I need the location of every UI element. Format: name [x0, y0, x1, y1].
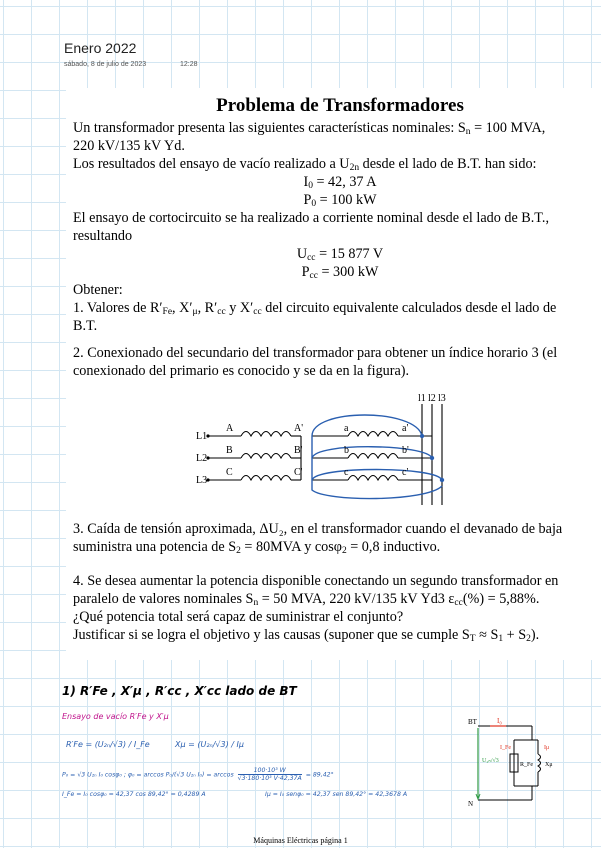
intro-line-2: 220 kV/135 kV Yd.: [73, 138, 185, 154]
handwritten-equivalent-circuit: [462, 716, 570, 808]
label-C-prime: C': [294, 467, 303, 478]
cc-statement-line-1: El ensayo de cortocircuito se ha realizado a corriente nominal desde el lado de B.T.,: [73, 210, 550, 226]
notebook-page-title: Enero 2022: [64, 40, 137, 56]
question-4-line-1: 4. Se desea aumentar la potencia disponible conectando un segundo transformador en: [73, 573, 559, 589]
page-date: sábado, 8 de julio de 2023: [64, 61, 147, 68]
question-4-line-3: ¿Qué potencia total será capaz de suministrar el conjunto?: [73, 609, 404, 625]
question-4-line-4: Justificar si se logra el objetivo y las causas (suponer que se cumple $S_T \approx S_1 + S_2$).: [73, 627, 540, 644]
terminal-lo1: l1: [418, 393, 426, 404]
i0-value: $I_0 = 42$, 37 A: [303, 174, 377, 191]
question-2-line-1: 2. Conexionado del secundario del transformador para obtener un índice horario 3 (el: [73, 345, 558, 361]
vacio-statement: Los resultados del ensayo de vacío realizado a $U_{2n}$ desde el lado de B.T. han sido:: [73, 156, 537, 173]
p0-value: $P_0 = 100$ kW: [303, 192, 377, 209]
intro-line-1: Un transformador presenta las siguientes características nominales: $S_n = 100$ MVA,: [73, 120, 546, 137]
label-a: a: [344, 423, 349, 434]
circuit-xmu-label: Xμ: [545, 762, 553, 768]
problem-title: Problema de Transformadores: [216, 95, 464, 116]
question-1-line-1: 1. Valores de $R'_{Fe}$, $X'_\mu$, $R'_{cc}$ y $X'_{cc}$ del circuito equivalente calculados desde el lado de: [73, 300, 557, 317]
page-footer: Máquinas Eléctricas página 1: [253, 836, 348, 845]
label-C: C: [226, 467, 233, 478]
label-B: B: [226, 445, 233, 456]
question-2-line-2: conexionado del primario es conocido y se da en la figura).: [73, 363, 410, 379]
handwritten-ife-equation: I_Fe = I₀ cosφ₀ = 42,37 cos 89,42° = 0,4289 A: [62, 791, 206, 798]
label-c-prime: c': [402, 467, 409, 478]
transformer-connection-diagram: [176, 390, 496, 515]
handwritten-rfe-formula: R′Fe = (U₂ₙ/√3) / I_Fe: [66, 740, 150, 749]
circuit-i0-label: I₀: [497, 717, 502, 725]
question-3-line-2: suministra una potencia de $S_2 = 80MVA$ y cosφ$_2$ = 0,8 inductivo.: [73, 539, 441, 556]
terminal-l2: L2: [196, 453, 208, 464]
printed-problem-sheet: [66, 88, 601, 660]
handwritten-heading: 1) R′Fe , X′μ , R′cc , X′cc lado de BT: [62, 684, 297, 698]
label-c: c: [344, 467, 349, 478]
obtener-label: Obtener:: [73, 282, 123, 298]
handwritten-xmu-formula: Xμ = (U₂ₙ/√3) / Iμ: [175, 740, 244, 749]
ucc-value: $U_{cc} = 15$ 877 V: [296, 246, 384, 263]
question-4-line-2: paralelo de valores nominales $S_n = 50$ MVA, 220 kV/135 kV Yd3 $\varepsilon_{cc}(\%) = 5,88\%$.: [73, 591, 540, 608]
label-b: b: [344, 445, 349, 456]
handwritten-subheading: Ensayo de vacío R′Fe y X′μ: [62, 712, 169, 721]
label-A: A: [226, 423, 234, 434]
terminal-lo3: l3: [438, 393, 446, 404]
question-3-line-1: 3. Caída de tensión aproximada, ΔU₂, en el transformador cuando el devanado de baja: [73, 521, 563, 537]
question-1-line-2: B.T.: [73, 318, 98, 334]
circuit-bt-label: BT: [468, 718, 477, 726]
terminal-l1: L1: [196, 431, 208, 442]
handwritten-phi0-equation: P₀ = √3 U₂ₙ I₀ cosφ₀ ; φ₀ = arccos P₀/(√3 U₂ₙ I₀) = arccos $\frac{\text{100·10³ W}}{\text{√3·180·10³ V·42,37A}}$ = 89,42°: [62, 767, 334, 782]
circuit-voltage-label: U₂ₙ/√3: [482, 758, 499, 764]
circuit-n-label: N: [468, 800, 474, 808]
circuit-imu-label: Iμ: [544, 745, 550, 751]
circuit-ife-label: I_Fe: [500, 745, 511, 751]
pcc-value: $P_{cc} = 300$ kW: [301, 264, 379, 281]
terminal-lo2: l2: [428, 393, 436, 404]
label-B-prime: B': [294, 445, 303, 456]
terminal-l3: L3: [196, 475, 208, 486]
circuit-rfe-label: R_Fe: [520, 762, 534, 768]
label-b-prime: b': [402, 445, 409, 456]
handwritten-imu-equation: Iμ = I₀ senφ₀ = 42,37 sen 89,42° = 42,3678 A: [265, 791, 408, 798]
label-A-prime: A': [294, 423, 304, 434]
cc-statement-line-2: resultando: [73, 228, 133, 244]
page-time: 12:28: [180, 61, 198, 68]
label-a-prime: a': [402, 423, 409, 434]
